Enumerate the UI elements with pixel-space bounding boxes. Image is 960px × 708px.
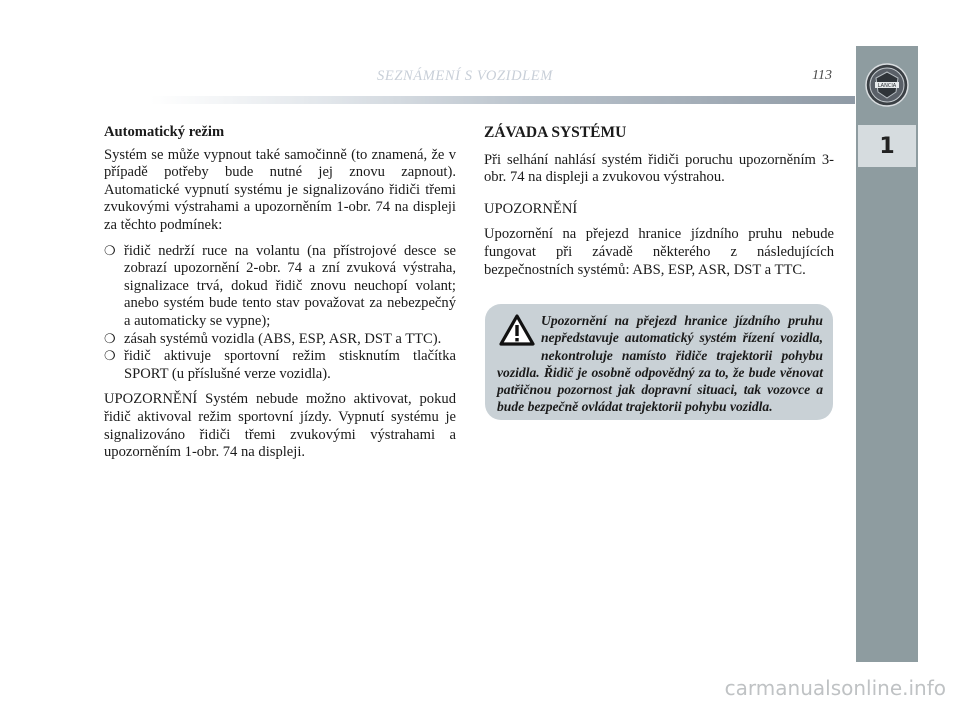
warning-box xyxy=(485,304,833,420)
bullet-icon: ❍ xyxy=(104,349,116,365)
list-item-text: řidič aktivuje sportovní režim stisknutím tlačítka SPORT (u příslušné verze vozidla). xyxy=(124,348,456,382)
watermark: carmanualsonline.info xyxy=(724,676,946,700)
left-column xyxy=(104,124,456,470)
automatic-mode-intro: Systém se může vypnout také samočinně (to znamená, že v případě potřeby bude nutné jej znovu zapnout). Automatické vypnutí systému je signalizováno řidiči třemi zvukovými výstrahami a upozorněním 1-obr. 74 na displeji za těchto podmínek: xyxy=(104,146,456,233)
bullet-icon: ❍ xyxy=(104,243,116,259)
warning-text-block xyxy=(497,312,823,416)
system-fault-text: Při selhání nahlásí systém řidiči poruchu upozorněním 3-obr. 74 na displeji a zvukovou výstrahou. xyxy=(484,151,834,186)
sport-mode-note: UPOZORNĚNÍ Systém nebude možno aktivovat, pokud řidič aktivoval režim sportovní jízdy. Vypnutí systému je signalizováno řidiči třemi zvukovými výstrahami a upozorněním 1-obr. 74 na displeji. xyxy=(104,391,456,461)
chapter-number: 1 xyxy=(858,125,916,167)
bullet-icon: ❍ xyxy=(104,331,116,347)
page-number: 113 xyxy=(812,68,832,83)
list-item xyxy=(104,348,456,383)
list-item xyxy=(104,243,456,331)
warning-text: Upozornění na přejezd hranice jízdního pruhu nepředstavuje automatický systém řízení vozidla, nekontroluje namísto řidiče trajektorii pohybu vozidla. Řidič je osobně odpovědný za to, že bude věnovat patřičnou pozornost jak dopravní situaci, tak vozovce a bude bezpečně ovládat trajektorii pohybu vozidla. xyxy=(497,313,823,415)
right-column xyxy=(484,124,834,287)
header-rule xyxy=(150,96,855,104)
system-fault-heading: ZÁVADA SYSTÉMU xyxy=(484,124,627,141)
list-item xyxy=(104,331,456,349)
lancia-shield-icon xyxy=(864,62,910,108)
list-item-text: řidič nedrží ruce na volantu (na přístrojové desce se zobrazí upozornění 2-obr. 74 a zní zvuková výstraha, signalizace trvá, dokud řidič znovu neuchopí volant; anebo systém bude tento stav považovat za nebezpečný a automaticky se vypne); xyxy=(124,242,456,329)
notice-text: Upozornění na přejezd hranice jízdního pruhu nebude fungovat při závadě některého z následujících bezpečnostních systémů: ABS, ESP, ASR, DST a TTC. xyxy=(484,226,834,278)
brand-logo xyxy=(856,46,918,124)
deactivation-conditions-list xyxy=(104,243,456,384)
automatic-mode-subheading: Automatický režim xyxy=(104,124,225,140)
logo-text: LANCIA xyxy=(877,83,897,89)
notice-label: UPOZORNĚNÍ xyxy=(484,200,578,217)
list-item-text: zásah systémů vozidla (ABS, ESP, ASR, DST a TTC). xyxy=(124,330,442,347)
running-header-title: SEZNÁMENÍ S VOZIDLEM xyxy=(377,68,553,84)
